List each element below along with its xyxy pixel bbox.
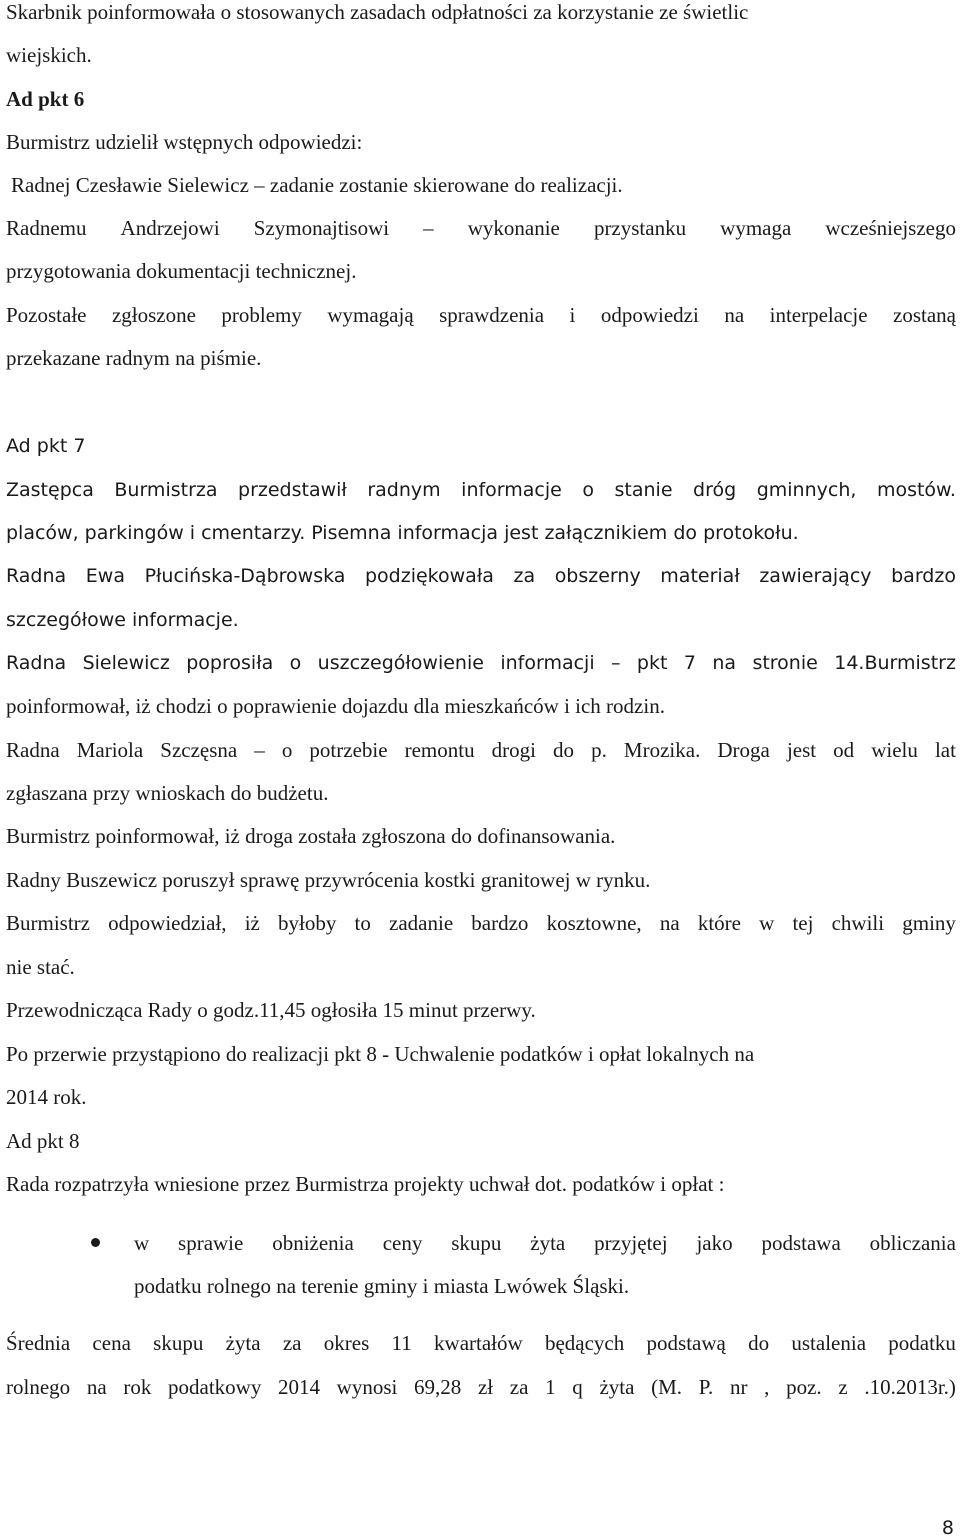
word: radnym [367, 479, 441, 501]
word: Radna [6, 738, 60, 762]
word: Płucińska-Dąbrowska [144, 565, 346, 587]
word: podziękowała [365, 565, 494, 587]
word: okres [323, 1331, 370, 1355]
word: przyjętej [594, 1231, 668, 1255]
word: gminy [902, 911, 956, 935]
word: o [582, 479, 594, 501]
justified-line [134, 1231, 956, 1255]
paragraph-line: zgłaszana przy wnioskach do budżetu. [6, 781, 329, 805]
word: 1 [545, 1375, 556, 1399]
word: p. [591, 738, 607, 762]
word: w [134, 1231, 150, 1255]
word: ceny [382, 1231, 423, 1255]
word: za [509, 1375, 529, 1399]
paragraph-line: nie stać. [6, 955, 75, 979]
word: i [569, 303, 576, 327]
word: zadanie [389, 911, 454, 935]
word: Zastępca [6, 479, 94, 501]
word: Droga [717, 738, 770, 762]
word: wymaga [720, 216, 792, 240]
word: problemy [221, 303, 302, 327]
paragraph-line: poinformował, iż chodzi o poprawienie dojazdu dla mieszkańców i ich rodzin. [6, 694, 665, 718]
word: P. [698, 1375, 714, 1399]
justified-line [6, 303, 956, 327]
word: potrzebie [309, 738, 388, 762]
justified-line [6, 216, 956, 240]
word: interpelacje [769, 303, 868, 327]
word: przedstawił [238, 479, 347, 501]
word: wymagają [327, 303, 414, 327]
word: iż [244, 911, 260, 935]
word: wykonanie [467, 216, 560, 240]
word: za [282, 1331, 302, 1355]
word: , [764, 1375, 770, 1399]
word: podatkowy [168, 1375, 262, 1399]
paragraph-line: szczegółowe informacje. [6, 609, 239, 631]
word: pkt [636, 652, 668, 674]
word: drogi [491, 738, 536, 762]
justified-line [6, 911, 956, 935]
word: 2014 [278, 1375, 320, 1399]
word: – [611, 652, 621, 674]
word: 11 [391, 1331, 412, 1355]
word: poz. [786, 1375, 822, 1399]
word: jest [786, 738, 817, 762]
word: 14.Burmistrz [834, 652, 956, 674]
word: wynosi [336, 1375, 398, 1399]
word: tej [792, 911, 814, 935]
paragraph-line: Radny Buszewicz poruszył sprawę przywrócenia kostki granitowej w rynku. [6, 868, 651, 892]
word: podstawa [761, 1231, 841, 1255]
paragraph-line: przygotowania dokumentacji technicznej. [6, 259, 357, 283]
word: żyta [225, 1331, 261, 1355]
word: cena [92, 1331, 131, 1355]
word: zgłoszone [111, 303, 196, 327]
word: o [281, 738, 293, 762]
word: Mariola [76, 738, 144, 762]
word: rok [123, 1375, 152, 1399]
word: stanie [614, 479, 673, 501]
word: żyta [530, 1231, 566, 1255]
paragraph-line: Rada rozpatrzyła wniesione przez Burmistrza projekty uchwał dot. podatków i opłat : [6, 1172, 725, 1196]
justified-line [6, 564, 956, 588]
word: ustalenia [791, 1331, 867, 1355]
word: obliczania [869, 1231, 956, 1255]
word: stronie [752, 652, 818, 674]
word: zł [477, 1375, 494, 1399]
word: Sielewicz [82, 652, 170, 674]
word: za [513, 565, 536, 587]
paragraph-line: Skarbnik poinformowała o stosowanych zasadach odpłatności za korzystanie ze świetlic [6, 0, 749, 24]
word: przystanku [593, 216, 687, 240]
word: bardzo [471, 911, 529, 935]
word: o [289, 652, 302, 674]
paragraph-line: 2014 rok. [6, 1085, 87, 1109]
word: informacji [500, 652, 595, 674]
paragraph-line: Burmistrz poinformował, iż droga została zgłoszona do dofinansowania. [6, 824, 616, 848]
word: kosztowne, [546, 911, 642, 935]
word: do [748, 1331, 770, 1355]
word: obszerny [554, 565, 641, 587]
paragraph-line: Radnej Czesławie Sielewicz – zadanie zostanie skierowane do realizacji. [11, 173, 623, 197]
word: zostaną [893, 303, 956, 327]
word: jako [696, 1231, 733, 1255]
word: Mrozika. [623, 738, 701, 762]
word: to [354, 911, 371, 935]
word: – [423, 216, 434, 240]
word: – [254, 738, 265, 762]
justified-line [6, 738, 956, 762]
word: sprawie [178, 1231, 244, 1255]
word: od [833, 738, 855, 762]
word: 69,28 [414, 1375, 462, 1399]
word: (M. [651, 1375, 683, 1399]
word: dróg [693, 479, 737, 501]
word: będących [544, 1331, 625, 1355]
word: Andrzejowi [120, 216, 220, 240]
word: materiał [660, 565, 740, 587]
word: Średnia [6, 1331, 71, 1355]
word: wcześniejszego [825, 216, 956, 240]
word: 7 [683, 652, 696, 674]
paragraph-line: podatku rolnego na terenie gminy i miasta Lwówek Śląski. [134, 1274, 630, 1298]
word: Burmistrza [114, 479, 218, 501]
word: Radna [6, 652, 67, 674]
word: skupu [153, 1331, 204, 1355]
word: gminnych, [756, 479, 857, 501]
word: Ewa [85, 565, 125, 587]
word: informacje [461, 479, 562, 501]
justified-line [6, 1375, 956, 1399]
word: Pozostałe [6, 303, 87, 327]
justified-line [6, 478, 956, 502]
bullet-icon [91, 1238, 100, 1247]
word: w [759, 911, 775, 935]
word: sprawdzenia [439, 303, 545, 327]
word: skupu [451, 1231, 502, 1255]
word: zawierający [759, 565, 872, 587]
word: wielu [871, 738, 918, 762]
word: na [724, 303, 745, 327]
section-heading-pkt8: Ad pkt 8 [6, 1129, 80, 1153]
word: q [572, 1375, 583, 1399]
word: chwili [831, 911, 885, 935]
word: Radna [6, 565, 67, 587]
word: które [697, 911, 741, 935]
word: na [712, 652, 737, 674]
paragraph-line: placów, parkingów i cmentarzy. Pisemna informacja jest załącznikiem do protokołu. [6, 522, 799, 544]
paragraph-line: Burmistrz udzielił wstępnych odpowiedzi: [6, 130, 363, 154]
paragraph-line: przekazane radnym na piśmie. [6, 346, 262, 370]
word: obniżenia [272, 1231, 354, 1255]
word: podstawą [646, 1331, 726, 1355]
word: Szymonajtisowi [253, 216, 390, 240]
paragraph-line: Przewodnicząca Rady o godz.11,45 ogłosiła 15 minut przerwy. [6, 998, 536, 1022]
word: Radnemu [6, 216, 87, 240]
word: poprosiła [186, 652, 274, 674]
word: na [659, 911, 680, 935]
word: Szczęsna [160, 738, 238, 762]
section-heading-pkt7: Ad pkt 7 [6, 435, 86, 457]
word: uszczegółowienie [317, 652, 484, 674]
word: do [553, 738, 575, 762]
word: na [86, 1375, 107, 1399]
word: bardzo [891, 565, 956, 587]
paragraph-line: wiejskich. [6, 43, 92, 67]
page-number: 8 [941, 1517, 954, 1539]
section-heading-pkt6: Ad pkt 6 [6, 87, 85, 111]
word: .10.2013r.) [864, 1375, 956, 1399]
word: mostów. [876, 479, 956, 501]
word: remontu [404, 738, 475, 762]
word: kwartałów [434, 1331, 523, 1355]
word: Burmistrz [6, 911, 90, 935]
word: rolnego [6, 1375, 71, 1399]
word: odpowiedzi [600, 303, 699, 327]
word: podatku [888, 1331, 956, 1355]
word: z [838, 1375, 848, 1399]
justified-line [6, 1331, 956, 1355]
justified-line [6, 651, 956, 675]
word: byłoby [278, 911, 337, 935]
word: odpowiedział, [108, 911, 227, 935]
word: nr [729, 1375, 748, 1399]
word: lat [934, 738, 956, 762]
word: żyta [599, 1375, 635, 1399]
paragraph-line: Po przerwie przystąpiono do realizacji pkt 8 - Uchwalenie podatków i opłat lokalnych na [6, 1042, 755, 1066]
